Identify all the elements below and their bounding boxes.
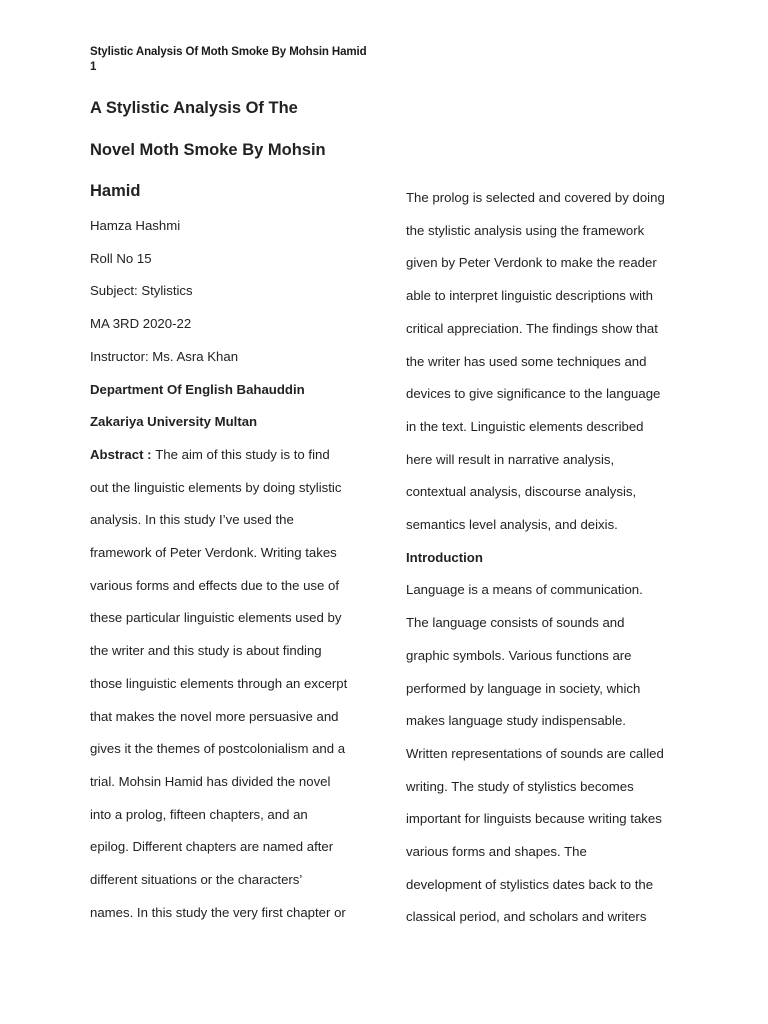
abstract-line: these particular linguistic elements used by <box>90 610 342 626</box>
introduction-line: The language consists of sounds and <box>406 615 625 631</box>
introduction-line: makes language study indispensable. <box>406 713 626 729</box>
department-line: Zakariya University Multan <box>90 414 258 430</box>
introduction-line: Language is a means of communication. <box>406 582 643 598</box>
introduction-line: classical period, and scholars and writers <box>406 909 647 925</box>
right-column <box>406 182 696 934</box>
abstract-first-line <box>90 439 375 472</box>
roll-number: Roll No 15 <box>90 250 152 266</box>
title-line: Hamid <box>90 182 141 200</box>
abstract-line: here will result in narrative analysis, <box>406 451 615 467</box>
abstract-continued <box>406 182 696 542</box>
instructor: Instructor: Ms. Asra Khan <box>90 348 239 364</box>
abstract-line: trial. Mohsin Hamid has divided the novel <box>90 773 331 789</box>
program: MA 3RD 2020-22 <box>90 316 192 332</box>
department-line: Department Of English Bahauddin <box>90 381 305 397</box>
abstract-line: the writer has used some techniques and <box>406 353 647 369</box>
abstract-line: the stylistic analysis using the framework <box>406 222 645 238</box>
abstract-line: out the linguistic elements by doing stylistic <box>90 479 342 495</box>
running-header <box>90 45 367 75</box>
introduction-line: writing. The study of stylistics becomes <box>406 778 634 794</box>
title-line: Novel Moth Smoke By Mohsin <box>90 140 326 159</box>
title-line: A Stylistic Analysis Of The <box>90 99 298 117</box>
abstract-line: The prolog is selected and covered by doing <box>406 190 665 205</box>
abstract-line: the writer and this study is about finding <box>90 643 322 659</box>
running-title: Stylistic Analysis Of Moth Smoke By Mohsin Hamid <box>90 46 367 58</box>
introduction-heading: Introduction <box>406 549 483 565</box>
abstract-line: devices to give significance to the language <box>406 386 661 402</box>
abstract-line: epilog. Different chapters are named after <box>90 839 334 855</box>
introduction-line: performed by language in society, which <box>406 680 641 696</box>
introduction-line: important for linguists because writing takes <box>406 811 662 827</box>
subject: Subject: Stylistics <box>90 283 193 299</box>
abstract-line: in the text. Linguistic elements described <box>406 418 644 434</box>
page-number: 1 <box>90 61 97 73</box>
abstract-text: The aim of this study is to find <box>155 446 330 462</box>
paper-title <box>90 88 380 213</box>
left-column <box>90 210 375 929</box>
abstract-line: critical appreciation. The findings show that <box>406 320 658 336</box>
abstract-line: given by Peter Verdonk to make the reader <box>406 255 657 271</box>
abstract-label: Abstract : <box>90 446 156 462</box>
abstract-line: semantics level analysis, and deixis. <box>406 517 618 533</box>
abstract-line: gives it the themes of postcolonialism and a <box>90 741 346 757</box>
author-name: Hamza Hashmi <box>90 218 181 233</box>
abstract-line: contextual analysis, discourse analysis, <box>406 484 637 500</box>
introduction-line: various forms and shapes. The <box>406 844 587 860</box>
abstract-line: that makes the novel more persuasive and <box>90 708 339 724</box>
abstract-line: names. In this study the very first chapter or <box>90 904 346 920</box>
abstract-line: analysis. In this study I’ve used the <box>90 512 294 528</box>
introduction-line: Written representations of sounds are called <box>406 745 664 761</box>
abstract-line: into a prolog, fifteen chapters, and an <box>90 806 308 822</box>
abstract-line: framework of Peter Verdonk. Writing takes <box>90 545 337 561</box>
introduction-line: graphic symbols. Various functions are <box>406 647 632 663</box>
abstract-line: able to interpret linguistic descriptions with <box>406 288 654 304</box>
introduction-body <box>406 574 696 934</box>
abstract-line: those linguistic elements through an excerpt <box>90 675 348 691</box>
abstract-line: different situations or the characters’ <box>90 872 303 888</box>
introduction-line: development of stylistics dates back to the <box>406 876 654 892</box>
abstract-body <box>90 472 375 930</box>
abstract-line: various forms and effects due to the use of <box>90 577 339 593</box>
